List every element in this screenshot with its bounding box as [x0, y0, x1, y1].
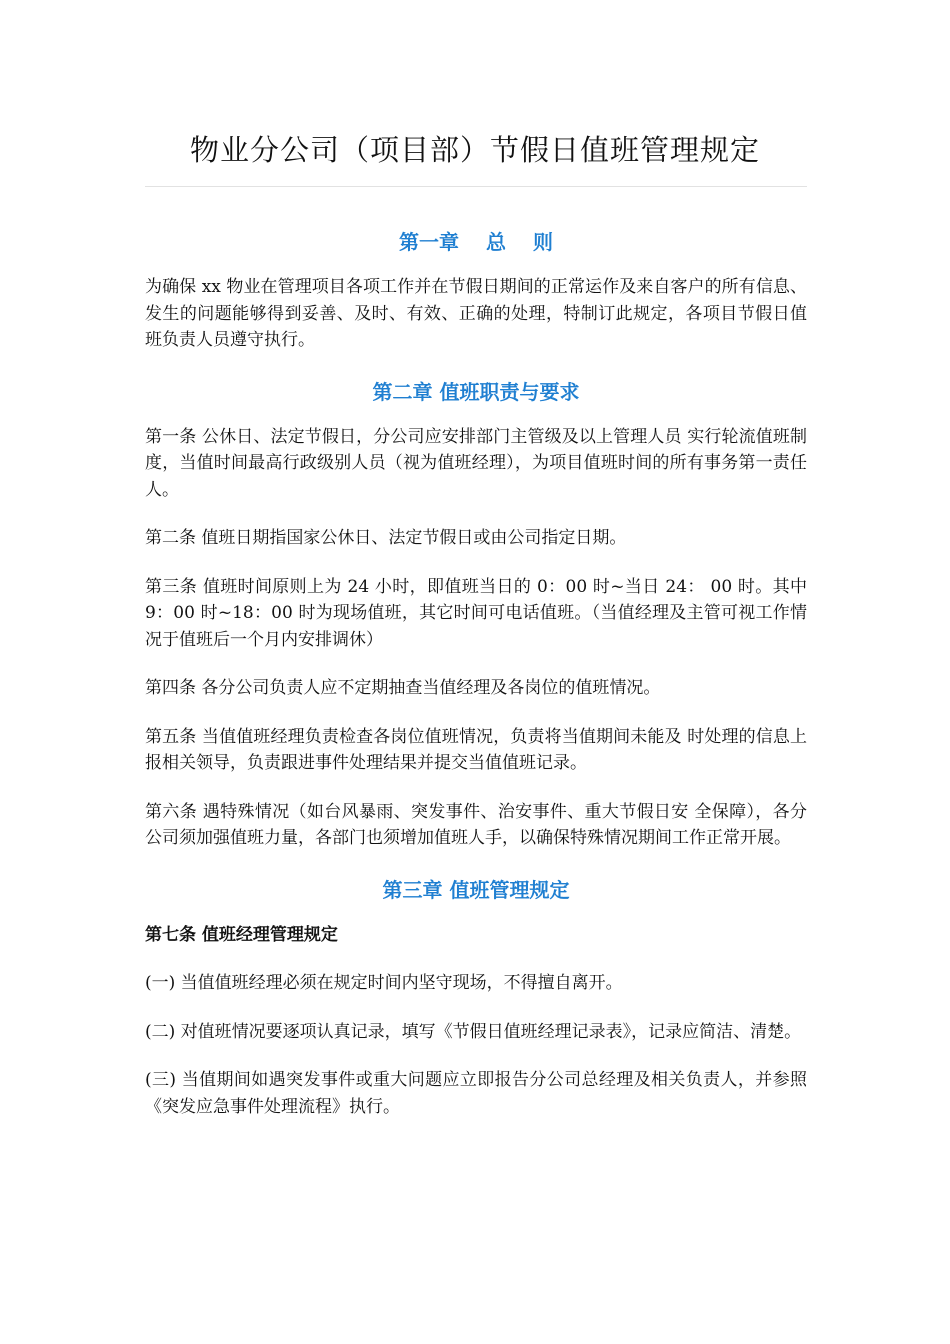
- article-4: 第四条 各分公司负责人应不定期抽查当值经理及各岗位的值班情况。: [145, 678, 661, 698]
- article-6: 第六条 遇特殊情况（如台风暴雨、突发事件、治安事件、重大节假日安 全保障），各分公司须加强值班力量，各部门也须增加值班人手，以确保特殊情况期间工作正常开展。: [145, 801, 807, 848]
- document-body: [145, 222, 807, 1120]
- chapter-1-heading: 第一章 总 则: [399, 230, 553, 254]
- article-1: 第一条 公休日、法定节假日，分公司应安排部门主管级及以上管理人员 实行轮流值班制度，当值时间最高行政级别人员（视为值班经理），为项目值班时间的所有事务第一责任人。: [145, 426, 807, 500]
- rule-item-2: (二) 对值班情况要逐项认真记录，填写《节假日值班经理记录表》，记录应简洁、清楚。: [145, 1021, 802, 1042]
- article-7-heading: 第七条 值班经理管理规定: [145, 924, 338, 945]
- article-2: 第二条 值班日期指国家公休日、法定节假日或由公司指定日期。: [145, 528, 627, 548]
- document-title: 物业分公司（项目部）节假日值班管理规定: [189, 133, 760, 167]
- title-divider: [145, 186, 807, 187]
- chapter-1-paragraph: 为确保 xx 物业在管理项目各项工作并在节假日期间的正常运作及来自客户的所有信息、发生的问题能够得到妥善、及时、有效、正确的处理，特制订此规定，各项目节假日值班负责人员遵守执行。: [145, 277, 807, 350]
- chapter-2-heading: 第二章 值班职责与要求: [372, 379, 580, 404]
- rule-item-3: (三) 当值期间如遇突发事件或重大问题应立即报告分公司总经理及相关负责人，并参照《突发应急事件处理流程》执行。: [145, 1070, 807, 1117]
- article-5: 第五条 当值值班经理负责检查各岗位值班情况，负责将当值期间未能及 时处理的信息上报相关领导，负责跟进事件处理结果并提交当值值班记录。: [145, 726, 807, 773]
- article-3: 第三条 值班时间原则上为 24 小时，即值班当日的 0：00 时~当日 24： 00 时。其中 9：00 时~18：00 时为现场值班，其它时间可电话值班。（当值经理及主管可视工作情况于值班后一个月内安排调休）: [145, 576, 807, 650]
- chapter-3-heading: 第三章 值班管理规定: [382, 877, 570, 902]
- rule-item-1: (一) 当值值班经理必须在规定时间内坚守现场，不得擅自离开。: [145, 973, 623, 993]
